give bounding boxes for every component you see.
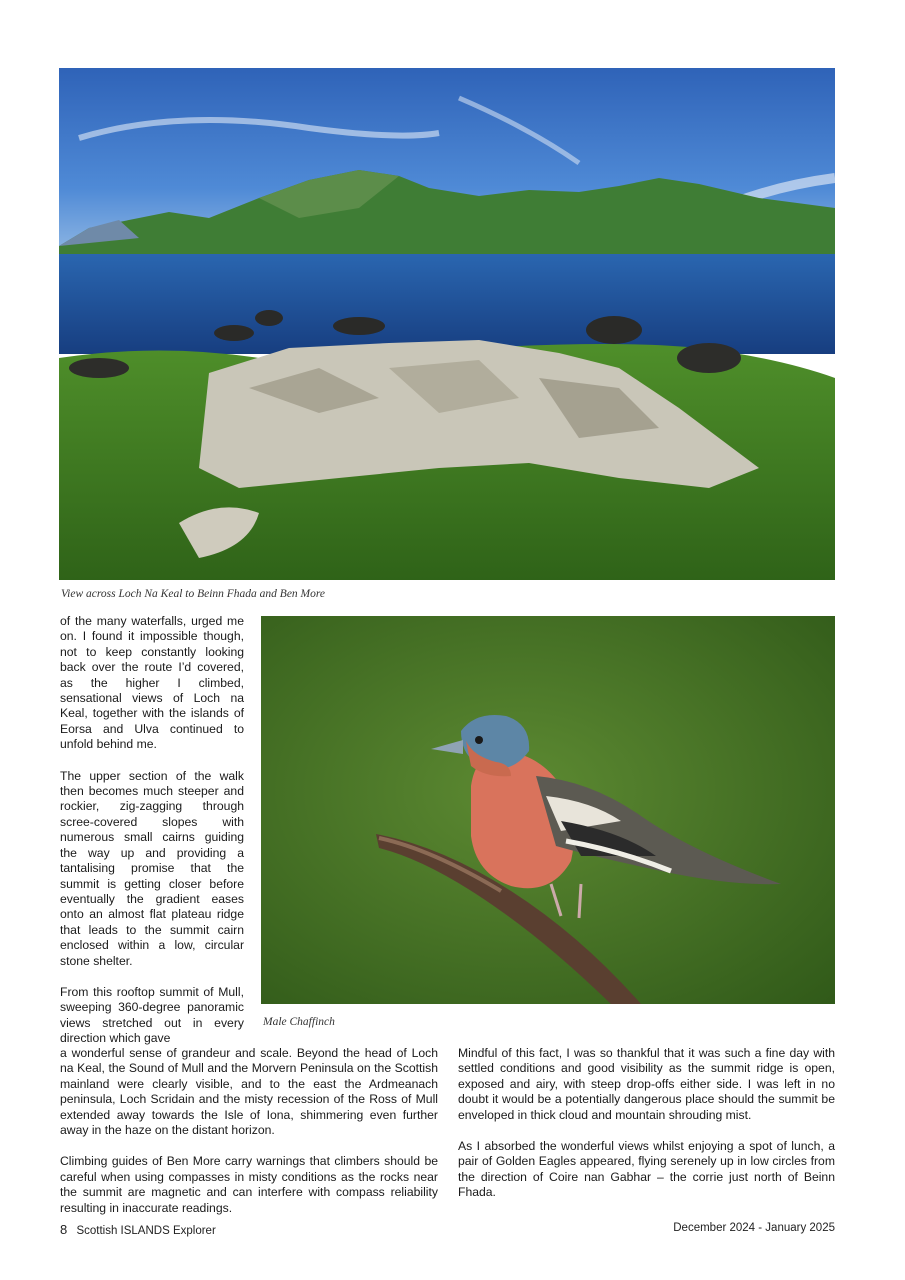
left-paragraph-1: a wonderful sense of grandeur and scale. Beyond the head of Loch na Keal, the Sound of Mull and the Morvern Peninsula on the Scottish mainland were clearly visible, and to the east the Ardmeanach peninsula, Loch Scridain and the misty recession of the Ross of Mull extended away towards the Isle of Iona, shimmering even further away in the haze on the distant horizon. (60, 1046, 438, 1138)
page-number: 8 (60, 1222, 68, 1237)
issue-date: December 2024 - January 2025 (673, 1222, 835, 1234)
footer-left (60, 1222, 216, 1237)
narrow-paragraph-1: of the many waterfalls, urged me on. I found it impossible though, not to keep constantly looking back over the route I’d covered, as the higher I climbed, sensational views of Loch na Keal, together with the islands of Eorsa and Ulva continued to unfold behind me. (60, 614, 244, 752)
right-paragraph-2: As I absorbed the wonderful views whilst enjoying a spot of lunch, a pair of Golden Eagles appeared, flying serenely up in low circles from the direction of Coire nan Gabhar – the corrie just north of Beinn Fhada. (458, 1139, 835, 1200)
bird-photo-caption: Male Chaffinch (263, 1016, 335, 1028)
narrow-paragraph-2: The upper section of the walk then becomes much steeper and rockier, zig-zagging through scree-covered slopes with numerous small cairns guiding the way up and providing a tantalising promise that the summit is getting closer before eventually the gradient eases onto an almost flat plateau ridge that leads to the summit cairn enclosed within a low, circular stone shelter. (60, 768, 244, 968)
hero-photo-caption: View across Loch Na Keal to Beinn Fhada and Ben More (61, 588, 326, 600)
right-paragraph-1: Mindful of this fact, I was so thankful that it was such a fine day with settled conditions and good visibility as the summit ridge is open, exposed and airy, with steep drop-offs either side. I was left in no doubt it would be a potentially dangerous place should the summit be enveloped in thick cloud and mountain shrouding mist. (458, 1046, 835, 1122)
publication-name: Scottish ISLANDS Explorer (76, 1225, 216, 1237)
article-column-right (458, 1046, 835, 1217)
article-column-left (60, 1046, 438, 1232)
narrow-paragraph-3: From this rooftop summit of Mull, sweeping 360-degree panoramic views stretched out in every direction which gave (60, 984, 244, 1046)
left-paragraph-2: Climbing guides of Ben More carry warnings that climbers should be careful when using compasses in misty conditions as the rocks near the summit are magnetic and can interfere with compass reliability resulting in inaccurate readings. (60, 1154, 438, 1215)
chaffinch-photo (261, 616, 835, 1004)
article-column-narrow (60, 614, 244, 1063)
loch-na-keal-photo (59, 68, 835, 580)
